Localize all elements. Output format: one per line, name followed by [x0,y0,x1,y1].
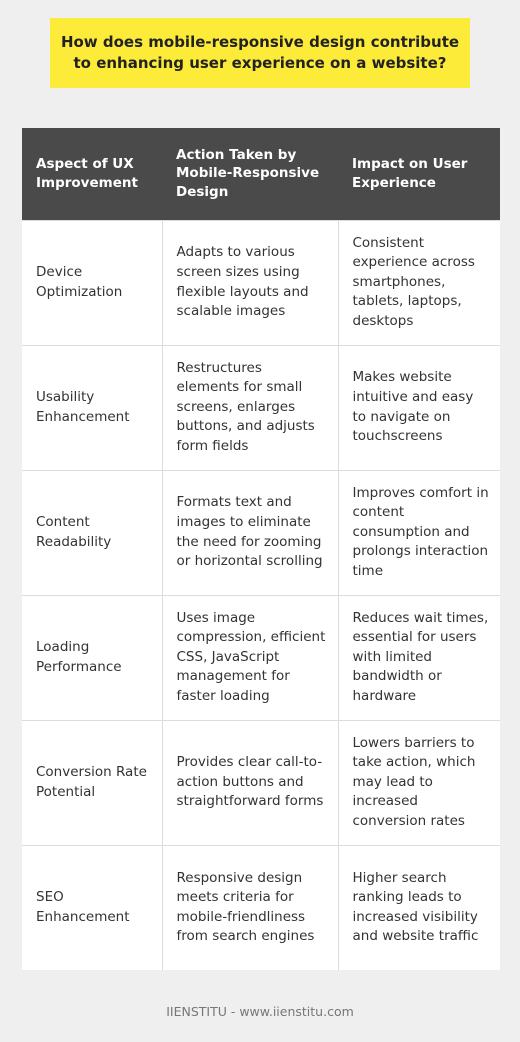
ux-table [22,128,500,970]
table-row [22,470,500,595]
cell-aspect: Content Readability [22,470,162,595]
cell-impact: Lowers barriers to take action, which may lead to increased conversion rates [338,720,500,845]
cell-aspect: SEO Enhancement [22,845,162,970]
table-header [22,128,500,220]
cell-aspect: Device Optimization [22,220,162,345]
table-row [22,845,500,970]
ux-table-container [22,128,500,970]
cell-action: Formats text and images to eliminate the need for zooming or horizontal scrolling [162,470,338,595]
header-row [22,128,500,220]
table-row [22,220,500,345]
title-banner [50,18,470,88]
cell-action: Responsive design meets criteria for mobile-friendliness from search engines [162,845,338,970]
header-aspect: Aspect of UX Improvement [22,128,162,220]
table-row [22,595,500,720]
cell-action: Restructures elements for small screens, enlarges buttons, and adjusts form fields [162,345,338,470]
table-row [22,345,500,470]
cell-impact: Makes website intuitive and easy to navigate on touchscreens [338,345,500,470]
cell-impact: Higher search ranking leads to increased visibility and website traffic [338,845,500,970]
cell-action: Uses image compression, efficient CSS, JavaScript management for faster loading [162,595,338,720]
table-body [22,220,500,970]
page-title: How does mobile-responsive design contribute to enhancing user experience on a website? [60,33,460,72]
header-impact: Impact on User Experience [338,128,500,220]
cell-aspect: Loading Performance [22,595,162,720]
cell-impact: Consistent experience across smartphones, tablets, laptops, desktops [338,220,500,345]
cell-aspect: Conversion Rate Potential [22,720,162,845]
cell-action: Provides clear call-to-action buttons and straightforward forms [162,720,338,845]
cell-action: Adapts to various screen sizes using flexible layouts and scalable images [162,220,338,345]
cell-impact: Improves comfort in content consumption and prolongs interaction time [338,470,500,595]
cell-aspect: Usability Enhancement [22,345,162,470]
header-action: Action Taken by Mobile-Responsive Design [162,128,338,220]
cell-impact: Reduces wait times, essential for users with limited bandwidth or hardware [338,595,500,720]
table-row [22,720,500,845]
footer-credit: IIENSTITU - www.iienstitu.com [166,1004,354,1019]
